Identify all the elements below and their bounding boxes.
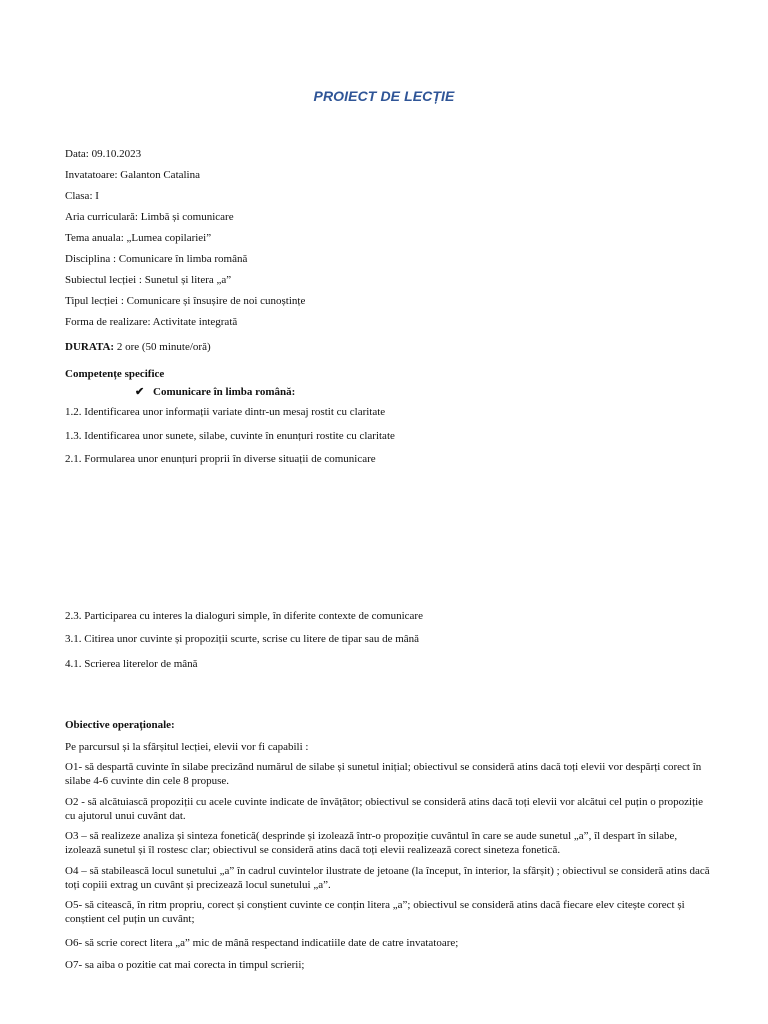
competences-heading: Competențe specifice bbox=[65, 368, 165, 380]
field-lesson-subject: Subiectul lecției : Sunetul și litera „a” bbox=[65, 274, 232, 286]
field-curricular-area: Aria curriculară: Limbă și comunicare bbox=[65, 211, 234, 223]
objective-item: O4 – să stabilească locul sunetului „a” în cadrul cuvintelor ilustrate de jetoane (la început, în interior, la sfârșit) ; obiectivul se consideră atins dacă toți copiii extrag un cuvânt și precizează locul sunetului „a”. bbox=[65, 865, 710, 891]
competence-item: 2.3. Participarea cu interes la dialoguri simple, în diferite contexte de comunicare bbox=[65, 610, 423, 622]
duration-label: DURATA: bbox=[65, 341, 115, 353]
duration-value: 2 ore (50 minute/oră) bbox=[114, 341, 211, 353]
competence-item: 1.2. Identificarea unor informații variate dintr-un mesaj rostit cu claritate bbox=[65, 406, 386, 418]
field-teacher: Invatatoare: Galanton Catalina bbox=[65, 169, 200, 181]
field-lesson-type: Tipul lecției : Comunicare și însușire de noi cunoștințe bbox=[65, 295, 306, 307]
duration-line bbox=[65, 340, 211, 354]
competence-item: 3.1. Citirea unor cuvinte și propoziții scurte, scrise cu litere de tipar sau de mână bbox=[65, 633, 420, 645]
objectives-heading: Obiective operaționale: bbox=[65, 719, 175, 731]
checkmark-icon: ✔ bbox=[135, 386, 145, 398]
competence-item: 2.1. Formularea unor enunțuri proprii în diverse situații de comunicare bbox=[65, 453, 376, 465]
competence-item: 1.3. Identificarea unor sunete, silabe, cuvinte în enunțuri rostite cu claritate bbox=[65, 430, 395, 442]
field-class: Clasa: I bbox=[65, 190, 99, 202]
competence-item: 4.1. Scrierea literelor de mână bbox=[65, 658, 198, 670]
competence-subject bbox=[135, 385, 295, 399]
objective-item: O2 - să alcătuiască propoziții cu acele cuvinte indicate de învățător; obiectivul se consideră atins dacă toți elevii vor alcătui cel puțin o propoziție cu ajutorul unui cuvânt dat. bbox=[65, 796, 704, 822]
competence-subject-label: Comunicare în limba română: bbox=[153, 386, 296, 398]
field-annual-theme: Tema anuala: „Lumea copilariei” bbox=[65, 232, 212, 244]
field-discipline: Disciplina : Comunicare în limba română bbox=[65, 253, 248, 265]
objective-item: O5- să citească, în ritm propriu, corect și conștient cuvinte ce conțin litera „a”; obiectivul se consideră atins dacă fiecare elev citește corect și conștient cel puțin un cuvânt; bbox=[65, 899, 685, 925]
field-date: Data: 09.10.2023 bbox=[65, 148, 142, 160]
document-title: PROIECT DE LECȚIE bbox=[313, 88, 455, 104]
field-realization-form: Forma de realizare: Activitate integrată bbox=[65, 316, 238, 328]
objective-item: O3 – să realizeze analiza și sinteza fonetică( desprinde și izolează într-o propoziție cuvântul în care se aude sunetul „a”, îl despart în silabe, izolează sunetul și îl rostesc clar; obiectivul se consideră atins dacă toți elevii realizează corect sineteza fonetică. bbox=[65, 830, 678, 856]
objective-item: O6- să scrie corect litera „a” mic de mână respectand indicatiile date de catre invatatoare; bbox=[65, 937, 459, 949]
objectives-intro: Pe parcursul și la sfârșitul lecției, elevii vor fi capabili : bbox=[65, 741, 309, 753]
objective-item: O1- să despartă cuvinte în silabe precizând numărul de silabe și sunetul inițial; obiectivul se consideră atins dacă toți elevii vor despărți corect în silabe 4-6 cuvinte din cele 8 propuse. bbox=[65, 761, 702, 787]
objective-item: O7- sa aiba o pozitie cat mai corecta in timpul scrierii; bbox=[65, 959, 305, 971]
